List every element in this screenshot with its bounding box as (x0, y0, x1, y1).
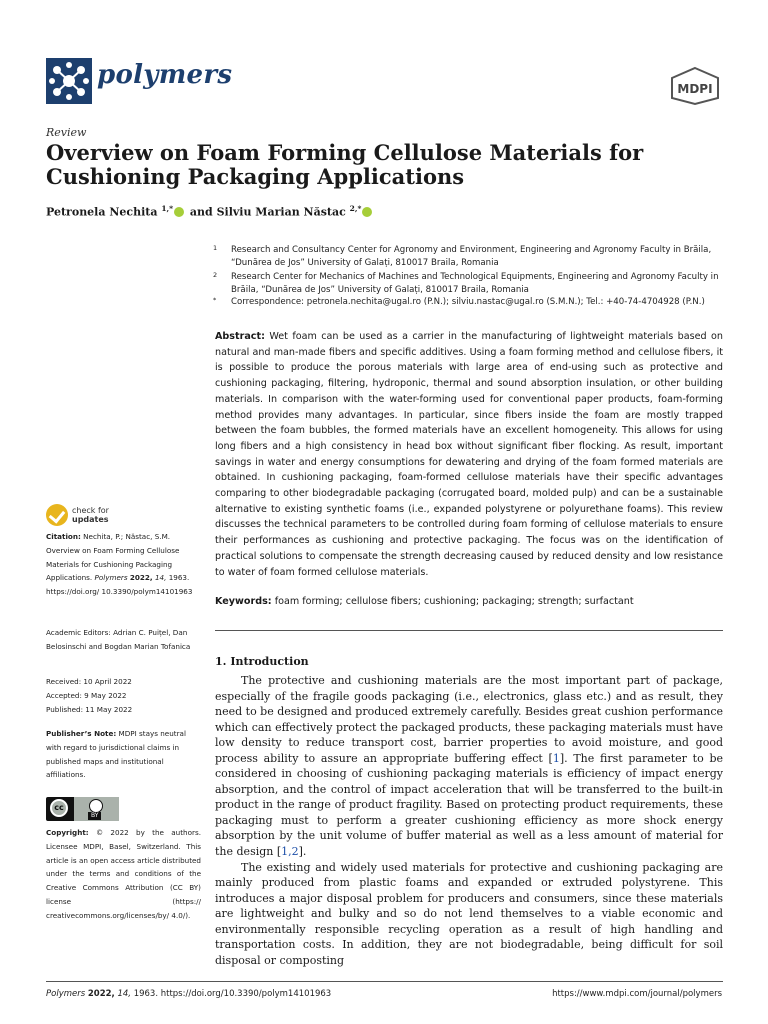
citation-text: Nechita, P.; Năstac, S.M. Overview on Foam Forming Cellulose Materials for Cushioning Packaging Applications. (46, 532, 180, 583)
footer-volume: 14, (117, 989, 131, 999)
copyright-text: © 2022 by the authors. Licensee MDPI, Basel, Switzerland. This article is an open access article distributed under the terms and conditions of the Creative Commons Attribution (CC BY) license (https:// creativecommons.org/licenses/by/ 4.0/). (46, 828, 201, 920)
cc-by-license-badge[interactable] (46, 797, 119, 821)
correspondence (213, 296, 733, 309)
polymers-logo-icon[interactable] (46, 58, 92, 104)
mdpi-logo-icon[interactable] (668, 66, 722, 106)
abstract-text: Wet foam can be used as a carrier in the manufacturing of lightweight materials based on natural and man-made fibers and specific additives. Using a foam forming method and cellulose fibers, it is possible to produce the porous materials with large area of end-using such as protective and cushioning packaging, filtering, hydroponic, thermal and sound absorption insulation, or other building materials. In comparison with the water-forming used for conventional paper products, foam-forming method provides many advantages. In particular, since fibers inside the foam are mostly trapped between the foam bubbles, the formed materials have an excellent homogeneity. This allows for using long fibers and a high consistency in head box without significant fiber flocking. As result, important savings in water and energy consumptions for dewatering and drying of the foam formed materials are obtained. In cushioning packaging, foam-formed cellulose materials have their specific advantages comparing to other biodegradable packaging (corrugated board, molded pulp) and can be a sustainable alternative to existing synthetic foams (i.e., expanded polystyrene or polyurethane foams). This review discusses the technical parameters to be controlled during foam forming of cellulose materials to ensure their performances as cushioning and protective packaging. The focus was on the identification of practical solutions to compensate the strength decreasing caused by reduced density and low resistance to water of foam formed cellulose materials. (215, 331, 723, 578)
reference-link[interactable]: 1 (552, 751, 560, 765)
publisher-note-text: MDPI stays neutral with regard to jurisdictional claims in published maps and institutional affiliations. (46, 729, 186, 780)
orcid-icon[interactable] (362, 207, 372, 217)
affiliation-number: 2 (213, 271, 218, 279)
check-for-updates-button[interactable] (46, 504, 146, 532)
footer-journal-url[interactable]: https://www.mdpi.com/journal/polymers (552, 989, 722, 999)
dates-block (46, 675, 201, 716)
author-conjunction: and (189, 205, 213, 219)
affiliation-number: 1 (213, 244, 218, 252)
check-updates-label (72, 506, 109, 524)
keywords (215, 596, 723, 607)
correspondence-text[interactable]: Correspondence: petronela.nechita@ugal.ro (P.N.); silviu.nastac@ugal.ro (S.M.N.); Tel.: +40-74-4704928 (P.N.) (231, 297, 705, 307)
check-updates-line2: updates (72, 515, 109, 524)
abstract-label: Abstract: (215, 331, 265, 342)
keywords-text: foam forming; cellulose fibers; cushioning; packaging; strength; surfactant (274, 596, 634, 607)
footer-citation (46, 989, 331, 999)
affiliation-number: * (213, 296, 217, 304)
by-label: BY (88, 812, 101, 820)
body-text (215, 673, 723, 968)
citation-label: Citation: (46, 532, 81, 541)
published-date: Published: 11 May 2022 (46, 704, 133, 714)
paragraph-text: The protective and cushioning materials are the most important part of package, especially of the fragile goods packaging (i.e., electronics, glass etc.) and as result, they need to be designed and produced extremely carefully. Besides great cushion performance which can effectively protect the packaged products, these packaging materials must have low density to reduce transport cost, barrier properties to avoid moisture, and good process ability to assure an appropriate buffering effect [ (215, 674, 723, 765)
paragraph (215, 673, 723, 860)
section-heading: 1. Introduction (215, 655, 309, 668)
attribution-person-icon (89, 799, 103, 813)
affiliation (213, 271, 733, 296)
journal-name[interactable]: polymers (97, 60, 233, 90)
academic-editors: Academic Editors: Adrian C. Puițel, Dan Belosinschi and Bogdan Marian Tofanica (46, 628, 191, 651)
affiliation-text: Research Center for Mechanics of Machines and Technological Equipments, Engineering and Agronomy Faculty in Brăila, “Dunărea de Jos” University of Galați, 810017 Braila, Romania (231, 272, 719, 295)
orcid-icon[interactable] (174, 207, 184, 217)
keywords-label: Keywords: (215, 596, 272, 607)
footer-doi[interactable]: 1963. https://doi.org/10.3390/polym14101963 (133, 989, 332, 999)
check-updates-icon (46, 504, 68, 526)
author-list (46, 204, 374, 219)
citation-year: 2022, (129, 573, 153, 583)
paragraph-text: ]. The first parameter to be considered in choosing of cushioning packaging materials is efficiency of impact energy absorption, and the control of impact acceleration that will be transferred to the built-in product in the range of product fragility. Based on protecting product requirements, these packaging must to perform a greater cushioning efficiency as more shock energy absorption by the unit volume of buffer material as well as a less amount of material for the design [ (215, 751, 723, 859)
mdpi-logo-text: MDPI (677, 82, 713, 96)
cc-icon: cc (50, 799, 68, 817)
received-date: Received: 10 April 2022 (46, 677, 132, 686)
affiliation-text: Research and Consultancy Center for Agronomy and Environment, Engineering and Agronomy Faculty in Brăila, “Dunărea de Jos” University of Galați, 810017 Braila, Romania (231, 245, 712, 268)
publisher-note-label: Publisher’s Note: (46, 729, 117, 738)
publisher-note (46, 727, 201, 782)
author-affiliation-marker: 2,* (349, 204, 362, 213)
footer-divider (46, 981, 723, 982)
footer-journal: Polymers (46, 989, 86, 999)
abstract (215, 329, 723, 580)
citation-block (46, 530, 201, 599)
article-title: Overview on Foam Forming Cellulose Materials for Cushioning Packaging Applications (46, 140, 644, 189)
paragraph: The existing and widely used materials for protective and cushioning packaging are mainly produced from plastic foams and expanded or extruded polystyrene. This introduces a major disposal problem for producers and consumers, since these materials are lightweight and bulky and so do not lend themselves to a viable economic and environmentally responsible recycling operation as a result of high handling and transportation costs. In addition, they are not biodegradable, being difficult for soil disposal or composting (215, 860, 723, 967)
author-name[interactable]: Silviu Marian Năstac (216, 205, 346, 219)
citation-volume: 14, (154, 573, 167, 583)
reference-link[interactable]: 1,2 (281, 845, 299, 859)
citation-doi[interactable]: 1963. https://doi.org/ 10.3390/polym14101963 (46, 573, 193, 597)
author-name[interactable]: Petronela Nechita (46, 205, 158, 219)
copyright-label: Copyright: (46, 828, 89, 837)
copyright-block (46, 826, 201, 923)
check-updates-line1: check for (72, 506, 109, 515)
article-type: Review (46, 126, 87, 139)
paragraph-text: ]. (298, 845, 307, 859)
affiliation (213, 244, 733, 269)
citation-journal: Polymers (94, 573, 128, 583)
footer-year: 2022, (87, 989, 115, 999)
accepted-date: Accepted: 9 May 2022 (46, 690, 127, 700)
by-area (74, 797, 119, 821)
section-divider (215, 630, 723, 631)
author-affiliation-marker: 1,* (161, 204, 174, 213)
